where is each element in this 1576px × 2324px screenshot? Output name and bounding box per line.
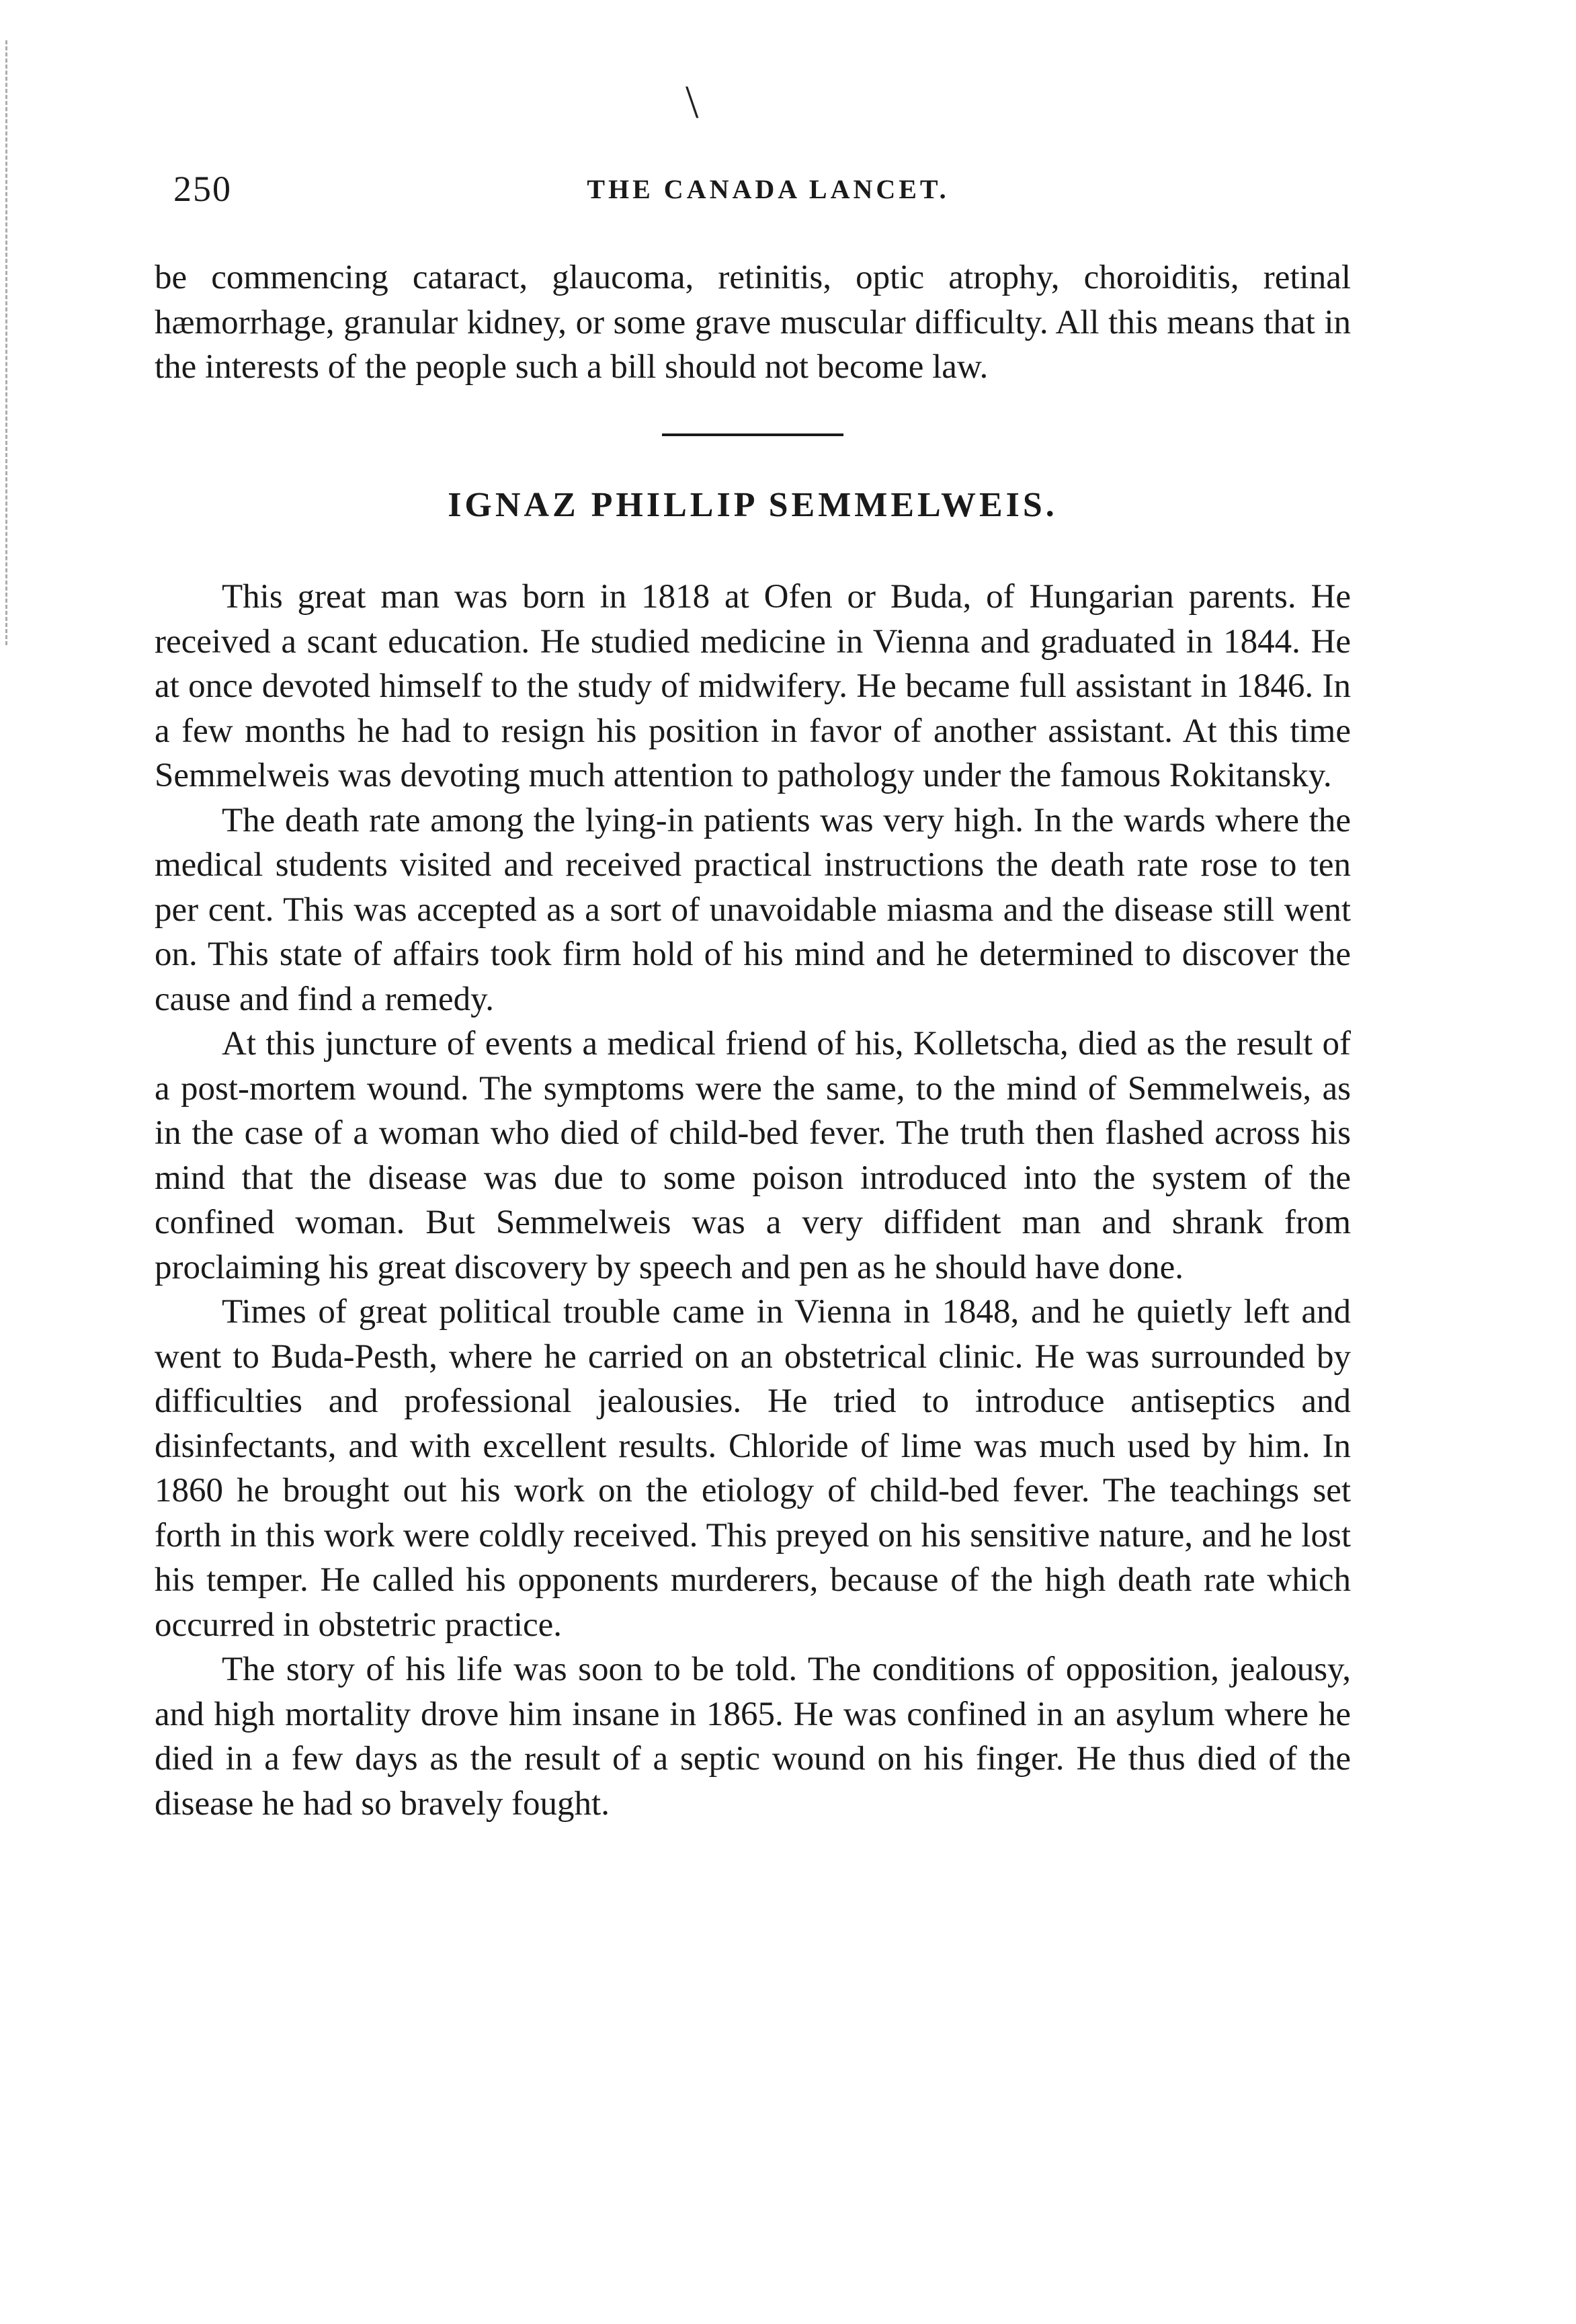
continued-paragraph: be commencing cataract, glaucoma, retinitis, optic atrophy, choroiditis, retinal hæmorrhage, granular kidney, or some grave muscular difficulty. All this means that in the interests of the people such a bill should not become law. xyxy=(155,259,1351,386)
paragraph: The death rate among the lying-in patients was very high. In the wards where the medical students visited and received practical instructions the death rate rose to ten per cent. This was accepted as a sort of unavoidable miasma and the disease still went on. This state of affairs took firm hold of his mind and he determined to discover the cause and find a remedy. xyxy=(155,801,1351,1018)
article-title: IGNAZ PHILLIP SEMMELWEIS. xyxy=(448,485,1058,524)
page-number: 250 xyxy=(173,169,232,209)
paragraph: Times of great political trouble came in Vienna in 1848, and he quietly left and went to Buda-Pesth, where he carried on an obstetrical clinic. He was surrounded by difficulties and professional jealousies. He tried to introduce antiseptics and disinfectants, and with excellent results. Chloride of lime was much used by him. In 1860 he brought out his work on the etiology of child-bed fever. The teachings set forth in this work were coldly received. This preyed on his sensitive nature, and he lost his temper. He called his opponents murderers, because of the high death rate which occurred in obstetric practice. xyxy=(155,1293,1351,1644)
binding-edge-marks xyxy=(5,40,10,645)
body-text xyxy=(155,255,1351,1826)
paragraph: At this juncture of events a medical friend of his, Kolletscha, died as the result of a post-mortem wound. The symptoms were the same, to the mind of Semmelweis, as in the case of a woman who died of child-bed fever. The truth then flashed across his mind that the disease was due to some poison introduced into the system of the confined woman. But Semmelweis was a very diffident man and shrank from proclaiming his great discovery by speech and pen as he should have done. xyxy=(155,1025,1351,1286)
journal-title: THE CANADA LANCET. xyxy=(587,174,950,204)
paragraph: This great man was born in 1818 at Ofen or Buda, of Hungarian parents. He received a scant education. He studied medicine in Vienna and graduated in 1844. He at once devoted himself to the study of midwifery. He became full assistant in 1846. In a few months he had to resign his position in favor of another assistant. At this time Semmelweis was devoting much attention to pathology under the famous Rokitansky. xyxy=(155,578,1351,794)
paragraph: The story of his life was soon to be told. The conditions of opposition, jealousy, and high mortality drove him insane in 1865. He was confined in an asylum where he died in a few days as the result of a septic wound on his finger. He thus died of the disease he had so bravely fought. xyxy=(155,1651,1351,1823)
running-head xyxy=(173,168,1363,222)
scan-mark: \ xyxy=(686,77,699,128)
section-divider xyxy=(662,433,843,436)
